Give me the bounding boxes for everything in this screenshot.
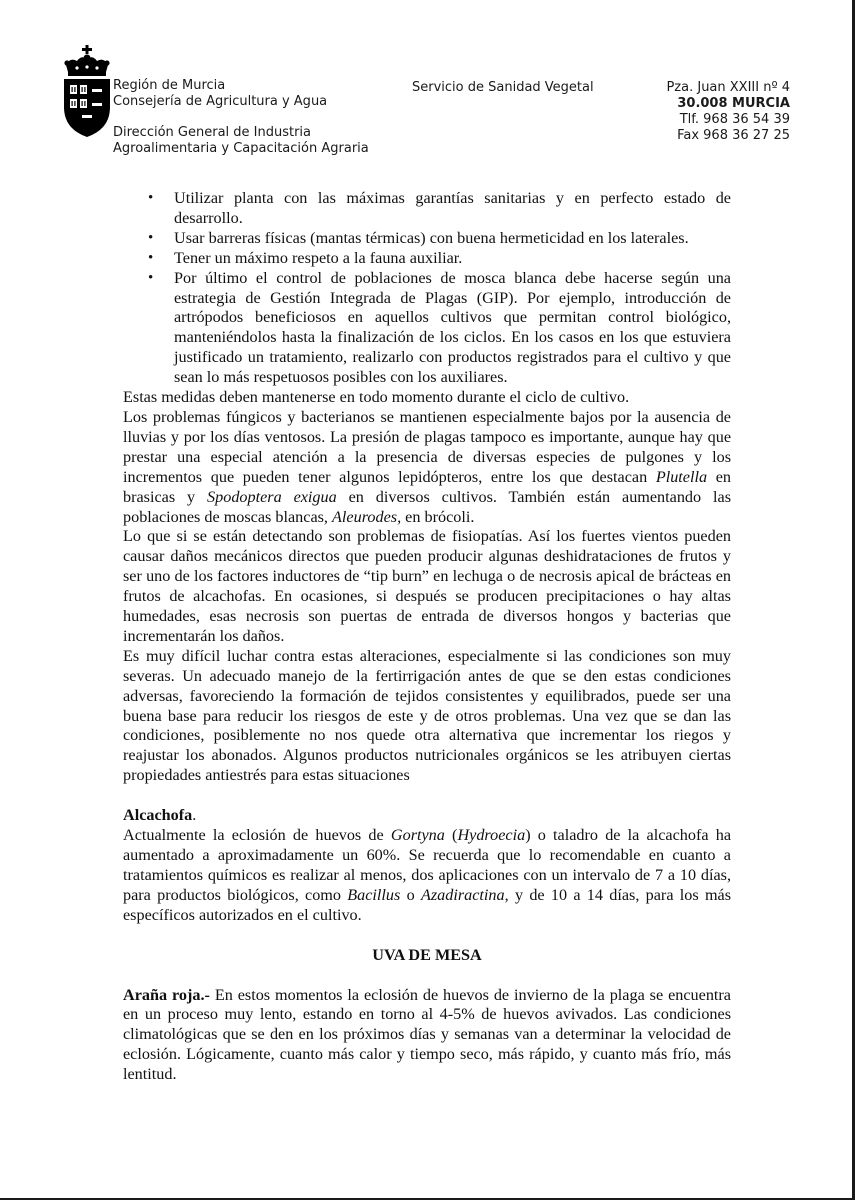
- address-phone: Tlf. 968 36 54 39: [679, 112, 790, 127]
- header-direction: [113, 125, 369, 157]
- header-service: Servicio de Sanidad Vegetal: [412, 80, 594, 95]
- org-region: Región de Murcia: [113, 78, 226, 93]
- murcia-coat-of-arms-logo: [62, 45, 112, 137]
- address-street: Pza. Juan XXIII nº 4: [666, 80, 790, 95]
- bullet-list: [123, 189, 731, 388]
- org-consejeria: Consejería de Agricultura y Agua: [113, 94, 328, 109]
- document-body: [123, 189, 731, 1085]
- dir-line-2: Agroalimentaria y Capacitación Agraria: [113, 141, 369, 156]
- paragraph-fisiopatias: Lo que si se están detectando son problemas de fisiopatías. Así los fuertes vientos pueden causar daños mecánicos directos que pueden producir algunas deshidrataciones de frutos y ser uno de los factores inductores de “tip burn” en lechuga o de necrosis apical de brácteas en frutos de alcachofas. En ocasiones, si después se producen precipitaciones o hay altas humedades, esas necrosis son puertas de entrada de diversos hongos y bacterias que incrementarán los daños.: [123, 527, 731, 645]
- header-address: [666, 80, 790, 144]
- bullet-item: • Utilizar planta con las máximas garantías sanitarias y en perfecto estado de desarrollo.: [123, 189, 731, 229]
- paragraph-alcachofa: Actualmente la eclosión de huevos de Gortyna (Hydroecia) o taladro de la alcachofa ha aumentado a aproximadamente un 60%. Se recuerda que lo recomendable en cuanto a tratamientos químicos es realizar al menos, dos aplicaciones con un intervalo de 7 a 10 días, para productos biológicos, como Bacillus o Azadiractina, y de 10 a 14 días, para los más específicos autorizados en el cultivo.: [123, 826, 732, 924]
- header-organization: [113, 78, 327, 110]
- bullet-item: • Por último el control de poblaciones de mosca blanca debe hacerse según una estrategia de Gestión Integrada de Plagas (GIP). Por ejemplo, introducción de artrópodos beneficiosos en aquellos cultivos que permitan control biológico, manteniéndolos hasta la finalización de los ciclos. En los casos en los que estuviera justificado un tratamiento, realizarlo con productos registrados para el cultivo y que sean lo más respetuosos posibles con los auxiliares.: [123, 269, 731, 388]
- paragraph-dificil: Es muy difícil luchar contra estas alteraciones, especialmente si las condiciones son muy severas. Un adecuado manejo de la fertirrigación antes de que se den estas condiciones adversas, favoreciendo la formación de tejidos consistentes y equilibrados, puede ser una buena base para reducir los riesgos de este y de otros problemas. Una vez que se dan las condiciones, posiblemente no nos quede otra alternativa que incrementar los riegos y reajustar los abonados. Algunos productos nutricionales orgánicos se les atribuyen ciertas propiedades antiestrés para estas situaciones: [123, 646, 731, 785]
- bullet-item: • Usar barreras físicas (mantas térmicas) con buena hermeticidad en los laterales.: [123, 229, 731, 249]
- section-title-uva-de-mesa: UVA DE MESA: [372, 945, 482, 964]
- bullet-item: • Tener un máximo respeto a la fauna auxiliar.: [123, 249, 731, 269]
- address-fax: Fax 968 36 27 25: [677, 128, 790, 143]
- paragraph-fungicos: Los problemas fúngicos y bacterianos se mantienen especialmente bajos por la ausencia de lluvias y por los días ventosos. La presión de plagas tampoco es importante, aunque hay que prestar una especial atención a la presencia de diversas especies de pulgones y los incrementos que pueden tener algunos lepidópteros, entre los que destacan Plutella en brasicas y Spodoptera exigua en diversos cultivos. También están aumentando las poblaciones de moscas blancas, Aleurodes, en brócoli.: [123, 407, 732, 526]
- paragraph-arana-roja: Araña roja.- En estos momentos la eclosión de huevos de invierno de la plaga se encuentra en un proceso muy lento, estando en torno al 4-5% de huevos avivados. Las condiciones climatológicas que se den en los próximos días y semanas van a determinar la velocidad de eclosión. Lógicamente, cuanto más calor y tiempo seco, más rápido, y cuanto más frío, más lentitud.: [123, 985, 731, 1084]
- heading-alcachofa: Alcachofa.: [123, 806, 197, 825]
- dir-line-1: Dirección General de Industria: [113, 125, 312, 140]
- paragraph-medidas: Estas medidas deben mantenerse en todo momento durante el ciclo de cultivo.: [123, 388, 630, 407]
- address-city: 30.008 MURCIA: [677, 96, 790, 111]
